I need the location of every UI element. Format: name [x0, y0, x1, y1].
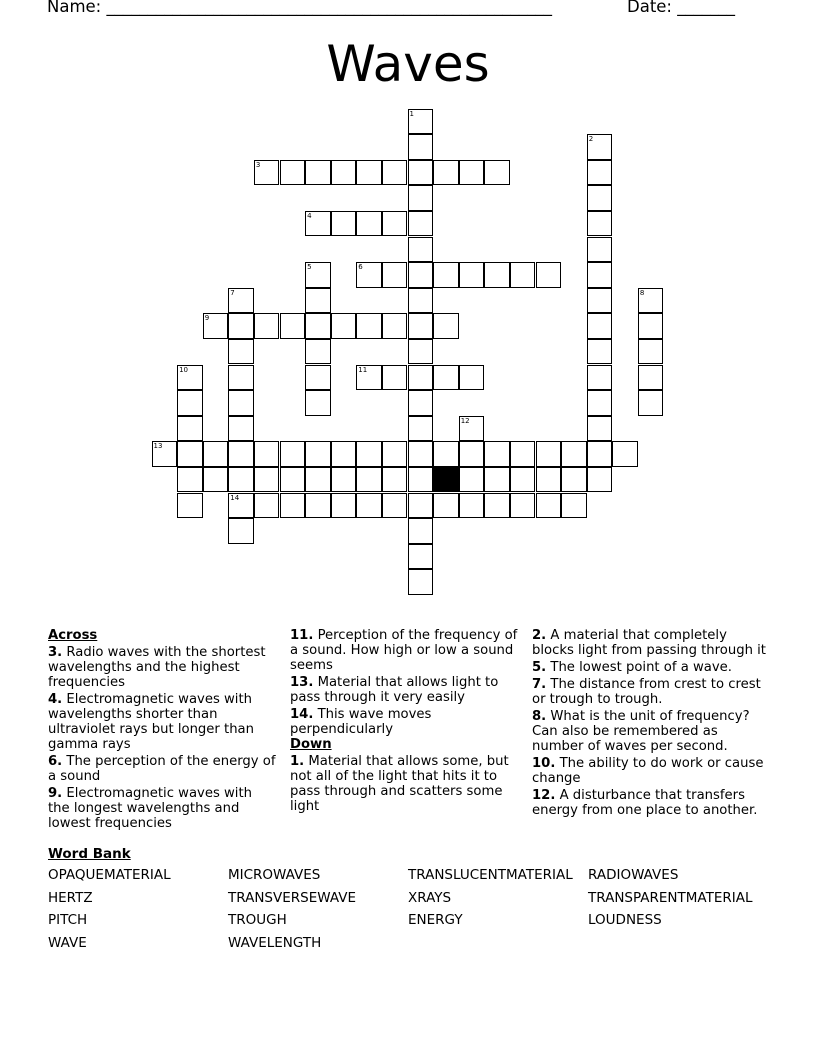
grid-cell[interactable] — [331, 211, 357, 237]
clue-number: 7 — [230, 288, 235, 297]
grid-cell[interactable] — [536, 467, 562, 493]
grid-cell[interactable] — [587, 441, 613, 467]
grid-cell[interactable] — [638, 390, 664, 416]
grid-cell[interactable] — [331, 441, 357, 467]
grid-cell[interactable] — [408, 365, 434, 391]
grid-cell[interactable] — [177, 493, 203, 519]
clue-down-5: 5. The lowest point of a wave. — [532, 660, 732, 675]
grid-cell[interactable] — [305, 339, 331, 365]
word-bank-item: LOUDNESS — [588, 912, 662, 928]
grid-cell[interactable] — [408, 544, 434, 570]
clue-across-4: 4. Electromagnetic waves with wavelengths shorter than ultraviolet rays but longer than gamma rays — [48, 692, 254, 752]
clue-number: 8 — [639, 288, 645, 297]
grid-cell[interactable] — [459, 467, 485, 493]
grid-cell[interactable] — [254, 160, 280, 186]
clue-across-9: 9. Electromagnetic waves with the longest wavelengths and lowest frequencies — [48, 786, 252, 831]
clue-down-2: 2. A material that completely blocks light from passing through it — [532, 628, 766, 658]
grid-cell[interactable] — [408, 109, 434, 135]
clue-across-3: 3. Radio waves with the shortest wavelengths and the highest frequencies — [48, 645, 266, 690]
clue-number: 5 — [307, 263, 312, 272]
grid-cell[interactable] — [331, 467, 357, 493]
grid-cell[interactable] — [408, 390, 434, 416]
across-heading: Across — [48, 628, 98, 643]
grid-cell[interactable] — [433, 262, 459, 288]
grid-cell[interactable] — [408, 134, 434, 160]
clues-column-2 — [290, 628, 520, 814]
grid-cell[interactable] — [484, 493, 510, 519]
grid-cell[interactable] — [356, 313, 382, 339]
clue-number: 12 — [460, 416, 470, 425]
grid-cell[interactable] — [177, 390, 203, 416]
grid-cell[interactable] — [561, 467, 587, 493]
grid-cell[interactable] — [305, 160, 331, 186]
clue-down-8: 8. What is the unit of frequency? Can also be remembered as number of waves per second. — [532, 709, 750, 754]
word-bank-item: RADIOWAVES — [588, 867, 679, 883]
clue-across-6: 6. The perception of the energy of a sound — [48, 754, 276, 784]
grid-cell[interactable] — [382, 467, 408, 493]
clue-down-7: 7. The distance from crest to crest or trough to trough. — [532, 677, 761, 707]
grid-cell[interactable] — [228, 390, 254, 416]
grid-cell[interactable] — [228, 313, 254, 339]
clues-column-1 — [48, 628, 276, 831]
grid-cell[interactable] — [305, 467, 331, 493]
grid-cell[interactable] — [587, 211, 613, 237]
grid-cell[interactable] — [305, 441, 331, 467]
grid-cell[interactable] — [459, 160, 485, 186]
grid-cell[interactable] — [331, 313, 357, 339]
clue-down-12: 12. A disturbance that transfers energy from one place to another. — [532, 788, 758, 818]
page-title: Waves — [326, 35, 490, 93]
grid-cell[interactable] — [203, 313, 229, 339]
grid-cell[interactable] — [305, 390, 331, 416]
grid-cell[interactable] — [587, 313, 613, 339]
grid-cell[interactable] — [408, 288, 434, 314]
word-bank-item: TROUGH — [228, 912, 287, 928]
grid-cell[interactable] — [587, 365, 613, 391]
grid-cell[interactable] — [305, 493, 331, 519]
grid-cell[interactable] — [408, 160, 434, 186]
word-bank-item: HERTZ — [48, 890, 93, 906]
grid-cell[interactable] — [536, 493, 562, 519]
grid-cell[interactable] — [254, 467, 280, 493]
grid-cell[interactable] — [433, 160, 459, 186]
grid-cell[interactable] — [587, 237, 613, 263]
grid-cell[interactable] — [305, 288, 331, 314]
grid-cell[interactable] — [587, 467, 613, 493]
word-bank-item: OPAQUEMATERIAL — [48, 867, 171, 883]
grid-cell[interactable] — [177, 416, 203, 442]
grid-cell[interactable] — [177, 441, 203, 467]
grid-cell[interactable] — [408, 313, 434, 339]
grid-cell[interactable] — [433, 493, 459, 519]
word-bank-item: MICROWAVES — [228, 867, 321, 883]
grid-cell[interactable] — [177, 365, 203, 391]
grid-block-cell — [433, 467, 459, 493]
grid-cell[interactable] — [177, 467, 203, 493]
grid-cell[interactable] — [408, 493, 434, 519]
grid-cell[interactable] — [587, 339, 613, 365]
grid-cell[interactable] — [382, 493, 408, 519]
grid-cell[interactable] — [536, 262, 562, 288]
down-heading: Down — [290, 737, 332, 752]
grid-cell[interactable] — [408, 237, 434, 263]
grid-cell[interactable] — [587, 416, 613, 442]
grid-cell[interactable] — [484, 467, 510, 493]
grid-cell[interactable] — [356, 441, 382, 467]
grid-cell[interactable] — [433, 313, 459, 339]
grid-cell[interactable] — [280, 313, 306, 339]
grid-cell[interactable] — [228, 518, 254, 544]
grid-cell[interactable] — [203, 441, 229, 467]
word-bank-item: WAVELENGTH — [228, 935, 322, 951]
grid-cell[interactable] — [510, 441, 536, 467]
grid-cell[interactable] — [280, 467, 306, 493]
grid-cell[interactable] — [587, 288, 613, 314]
clue-number: 4 — [307, 211, 312, 220]
grid-cell[interactable] — [587, 262, 613, 288]
grid-cell[interactable] — [356, 493, 382, 519]
grid-cell[interactable] — [433, 441, 459, 467]
grid-cell[interactable] — [638, 365, 664, 391]
grid-cell[interactable] — [484, 262, 510, 288]
grid-cell[interactable] — [408, 518, 434, 544]
grid-cell[interactable] — [152, 441, 178, 467]
clue-number: 13 — [153, 442, 163, 451]
grid-cell[interactable] — [382, 365, 408, 391]
grid-cell[interactable] — [459, 416, 485, 442]
clue-number: 14 — [230, 493, 240, 502]
grid-cell[interactable] — [356, 262, 382, 288]
date-field-line: Date: _______ — [627, 0, 735, 16]
grid-cell[interactable] — [382, 441, 408, 467]
name-field-line: Name: ______________________________________________________ — [47, 0, 552, 16]
grid-cell[interactable] — [484, 441, 510, 467]
grid-cell[interactable] — [561, 441, 587, 467]
grid-cell[interactable] — [408, 262, 434, 288]
grid-cell[interactable] — [408, 569, 434, 595]
clue-number: 3 — [255, 160, 261, 169]
grid-cell[interactable] — [408, 416, 434, 442]
grid-cell[interactable] — [382, 160, 408, 186]
grid-cell[interactable] — [305, 211, 331, 237]
grid-cell[interactable] — [408, 211, 434, 237]
grid-cell[interactable] — [228, 416, 254, 442]
grid-cell[interactable] — [459, 262, 485, 288]
grid-cell[interactable] — [356, 467, 382, 493]
grid-cell[interactable] — [356, 365, 382, 391]
clue-across-13: 13. Material that allows light to pass through it very easily — [290, 675, 499, 705]
grid-cell[interactable] — [408, 467, 434, 493]
grid-cell[interactable] — [382, 313, 408, 339]
grid-cell[interactable] — [331, 160, 357, 186]
grid-cell[interactable] — [459, 365, 485, 391]
grid-cell[interactable] — [254, 313, 280, 339]
grid-cell[interactable] — [433, 365, 459, 391]
grid-cell[interactable] — [280, 493, 306, 519]
grid-cell[interactable] — [228, 493, 254, 519]
grid-cell[interactable] — [408, 185, 434, 211]
clue-number: 11 — [358, 365, 368, 374]
grid-cell[interactable] — [638, 339, 664, 365]
grid-cell[interactable] — [228, 365, 254, 391]
grid-cell[interactable] — [459, 441, 485, 467]
grid-cell[interactable] — [638, 288, 664, 314]
word-bank-item: ENERGY — [408, 912, 463, 928]
word-bank-item: TRANSVERSEWAVE — [228, 890, 356, 906]
grid-cell[interactable] — [561, 493, 587, 519]
grid-cell[interactable] — [305, 313, 331, 339]
grid-cell[interactable] — [587, 134, 613, 160]
grid-cell[interactable] — [228, 467, 254, 493]
word-bank-item: TRANSLUCENTMATERIAL — [408, 867, 573, 883]
word-bank-item: TRANSPARENTMATERIAL — [588, 890, 753, 906]
clue-number: 2 — [588, 135, 594, 144]
clue-number: 9 — [204, 314, 210, 323]
grid-cell[interactable] — [484, 160, 510, 186]
grid-cell[interactable] — [612, 441, 638, 467]
clues-column-3 — [532, 628, 772, 818]
grid-cell[interactable] — [228, 441, 254, 467]
grid-cell[interactable] — [638, 313, 664, 339]
grid-cell[interactable] — [408, 339, 434, 365]
grid-cell[interactable] — [382, 211, 408, 237]
grid-cell[interactable] — [356, 160, 382, 186]
word-bank-item: WAVE — [48, 935, 87, 951]
grid-cell[interactable] — [408, 441, 434, 467]
clue-down-10: 10. The ability to do work or cause change — [532, 756, 764, 786]
grid-cell[interactable] — [587, 390, 613, 416]
grid-cell[interactable] — [459, 493, 485, 519]
grid-cell[interactable] — [280, 441, 306, 467]
grid-cell[interactable] — [356, 211, 382, 237]
grid-cell[interactable] — [510, 493, 536, 519]
clue-number: 1 — [409, 109, 414, 118]
clue-across-14: 14. This wave moves perpendicularly — [290, 707, 432, 737]
grid-cell[interactable] — [382, 262, 408, 288]
grid-cell[interactable] — [254, 441, 280, 467]
grid-cell[interactable] — [254, 493, 280, 519]
grid-cell[interactable] — [331, 493, 357, 519]
grid-cell[interactable] — [510, 262, 536, 288]
word-bank-item: PITCH — [48, 912, 88, 928]
grid-cell[interactable] — [203, 467, 229, 493]
clue-number: 10 — [179, 365, 189, 374]
grid-cell[interactable] — [228, 288, 254, 314]
clue-across-11: 11. Perception of the frequency of a sound. How high or low a sound seems — [290, 628, 518, 673]
grid-cell[interactable] — [536, 441, 562, 467]
clue-down-1: 1. Material that allows some, but not all of the light that hits it to pass through and scatters some light — [290, 754, 509, 814]
grid-cell[interactable] — [587, 185, 613, 211]
word-bank-item: XRAYS — [408, 890, 452, 906]
grid-cell[interactable] — [587, 160, 613, 186]
grid-cell[interactable] — [280, 160, 306, 186]
word-bank-title: Word Bank — [48, 846, 131, 862]
grid-cell[interactable] — [305, 365, 331, 391]
grid-cell[interactable] — [510, 467, 536, 493]
grid-cell[interactable] — [305, 262, 331, 288]
grid-cell[interactable] — [228, 339, 254, 365]
clue-number: 6 — [358, 263, 363, 272]
